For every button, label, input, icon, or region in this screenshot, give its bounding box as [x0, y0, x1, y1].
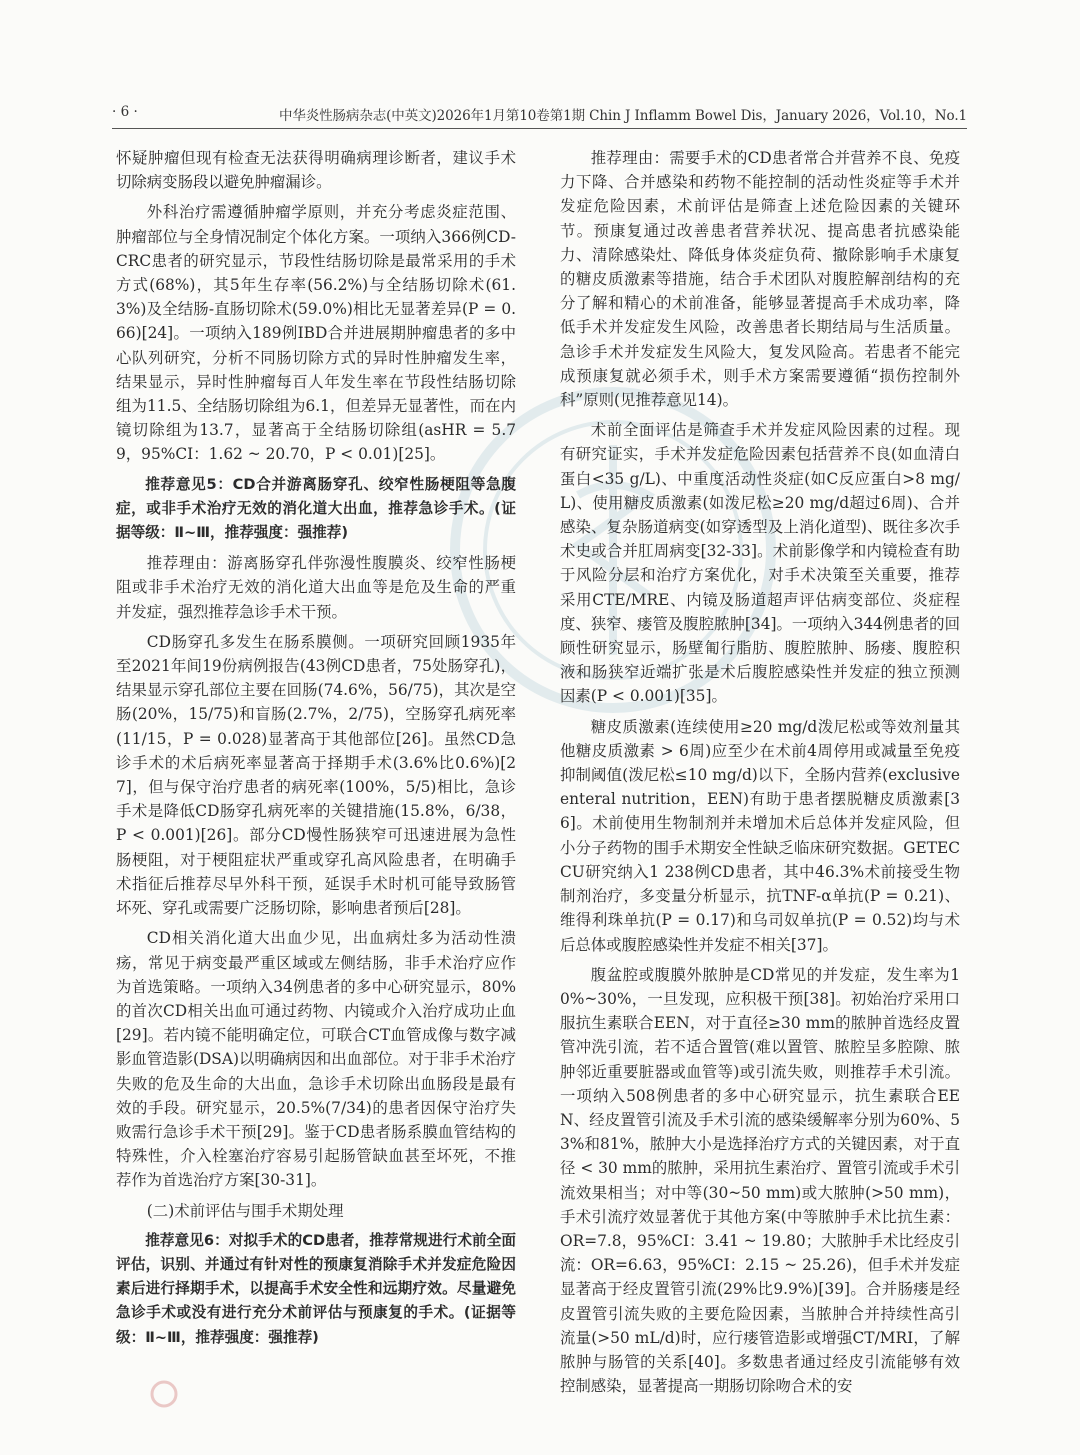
body-paragraph: 推荐理由：游离肠穿孔伴弥漫性腹膜炎、绞窄性肠梗阻或非手术治疗无效的消化道大出血等是危及生命的严重并发症，强烈推荐急诊手术干预。: [116, 554, 516, 621]
left-column: [116, 146, 516, 1356]
publisher-emblem-icon: [150, 1380, 178, 1408]
right-column: [560, 146, 960, 1404]
recommendation-paragraph: 推荐意见6：对拟手术的CD患者，推荐常规进行术前全面评估，识别、并通过有针对性的预康复消除手术并发症危险因素后进行择期手术，以提高手术安全性和远期疗效。尽量避免急诊手术或没有进行充分术前评估与预康复的手术。(证据等级：Ⅱ~Ⅲ，推荐强度：强推荐): [116, 1231, 516, 1346]
running-header: [112, 104, 967, 126]
journal-citation: 中华炎性肠病杂志(中英文)2026年1月第10卷第1期 Chin J Inflamm Bowel Dis，January 2026，Vol.10，No.1: [278, 108, 967, 124]
body-paragraph: 糖皮质激素(连续使用≥20 mg/d泼尼松或等效剂量其他糖皮质激素 > 6周)应至少在术前4周停用或减量至免疫抑制阈值(泼尼松≤10 mg/d)以下，全肠内营养(exclusive enteral nutrition，EEN)有助于患者摆脱糖皮质激素[36]。术前使用生物制剂并未增加术后总体并发症风险，但小分子药物的围手术期安全性缺乏临床研究数据。GETECCU研究纳入1 238例CD患者，其中46.3%术前接受生物制剂治疗，多变量分析显示，抗TNF-α单抗(P = 0.21)、维得利珠单抗(P = 0.17)和乌司奴单抗(P = 0.52)均与术后总体或腹腔感染性并发症不相关[37]。: [560, 717, 960, 954]
body-paragraph: CD肠穿孔多发生在肠系膜侧。一项研究回顾1935年至2021年间19份病例报告(43例CD患者，75处肠穿孔)，结果显示穿孔部位主要在回肠(74.6%，56/75)，其次是空肠(20%，15/75)和盲肠(2.7%，2/75)，空肠穿孔病死率(11/15，P = 0.028)显著高于其他部位[26]。虽然CD急诊手术的术后病死率显著高于择期手术(3.6%比0.6%)[27]，但与保守治疗患者的病死率(100%，5/5)相比，急诊手术是降低CD肠穿孔病死率的关键措施(15.8%，6/38，P < 0.001)[26]。部分CD慢性肠狭窄可迅速进展为急性肠梗阻，对于梗阻症状严重或穿孔高风险患者，在明确手术指征后推荐尽早外科干预，延误手术时机可能导致肠管坏死、穿孔或需要广泛肠切除，影响患者预后[28]。: [116, 632, 516, 918]
publisher-logo: [150, 1380, 178, 1408]
header-rule: [112, 128, 967, 129]
body-paragraph: 术前全面评估是筛查手术并发症风险因素的过程。现有研究证实，手术并发症危险因素包括营养不良(如血清白蛋白<35 g/L)、中重度活动性炎症(如C反应蛋白>8 mg/L)、使用糖皮质激素(如泼尼松≥20 mg/d超过6周)、合并感染、复杂肠道病变(如穿透型及上消化道型)、既往多次手术史或合并肛周病变[32-33]。术前影像学和内镜检查有助于风险分层和治疗方案优化，对手术决策至关重要，推荐采用CTE/MRE、内镜及肠道超声评估病变部位、炎症程度、狭窄、瘘管及腹腔脓肿[34]。一项纳入344例患者的回顾性研究显示，肠壁匍行脂肪、腹腔脓肿、肠瘘、腹腔积液和肠狭窄近端扩张是术后腹腔感染性并发症的独立预测因素(P < 0.001)[35]。: [560, 421, 960, 706]
body-paragraph: 怀疑肿瘤但现有检查无法获得明确病理诊断者，建议手术切除病变肠段以避免肿瘤漏诊。: [116, 149, 516, 192]
body-paragraph: 推荐理由：需要手术的CD患者常合并营养不良、免疫力下降、合并感染和药物不能控制的活动性炎症等手术并发症危险因素，术前评估是筛查上述危险因素的关键环节。预康复通过改善患者营养状况、提高患者抗感染能力、清除感染灶、降低身体炎症负荷、撤除影响手术康复的糖皮质激素等措施，结合手术团队对腹腔解剖结构的充分了解和精心的术前准备，能够显著提高手术成功率，降低手术并发症发生风险，改善患者长期结局与生活质量。急诊手术并发症发生风险大，复发风险高。若患者不能完成预康复就必须手术，则手术方案需要遵循“损伤控制外科”原则(见推荐意见14)。: [560, 149, 960, 410]
section-subheading: (二)术前评估与围手术期处理: [146, 1201, 344, 1220]
recommendation-paragraph: 推荐意见5：CD合并游离肠穿孔、绞窄性肠梗阻等急腹症，或非手术治疗无效的消化道大出血，推荐急诊手术。(证据等级：Ⅱ~Ⅲ，推荐强度：强推荐): [116, 475, 516, 542]
page-number: · 6 ·: [112, 104, 138, 120]
body-paragraph: 外科治疗需遵循肿瘤学原则，并充分考虑炎症范围、肿瘤部位与全身情况制定个体化方案。一项纳入366例CD-CRC患者的研究显示，节段性结肠切除是最常采用的手术方式(68%)，其5年生存率(56.2%)与全结肠切除术(61.3%)及全结肠-直肠切除术(59.0%)相比无显著差异(P = 0.66)[24]。一项纳入189例IBD合并进展期肿瘤患者的多中心队列研究，分析不同肠切除方式的异时性肿瘤发生率，结果显示，异时性肿瘤每百人年发生率在节段性结肠切除组为11.5、全结肠切除组为6.1，但差异无显著性，而在内镜切除组为13.7，显著高于全结肠切除组(asHR = 5.79，95%CI：1.62 ~ 20.70，P < 0.01)[25]。: [116, 203, 516, 464]
body-paragraph: CD相关消化道大出血少见，出血病灶多为活动性溃疡，常见于病变最严重区域或左侧结肠，非手术治疗应作为首选策略。一项纳入34例患者的多中心研究显示，80%的首次CD相关出血可通过药物、内镜或介入治疗成功止血[29]。若内镜不能明确定位，可联合CT血管成像与数字减影血管造影(DSA)以明确病因和出血部位。对于非手术治疗失败的危及生命的大出血，急诊手术切除出血肠段是最有效的手段。研究显示，20.5%(7/34)的患者因保守治疗失败需行急诊手术干预[29]。鉴于CD患者肠系膜血管结构的特殊性，介入栓塞治疗容易引起肠管缺血甚至坏死，不推荐作为首选治疗方案[30-31]。: [116, 929, 516, 1190]
body-paragraph: 腹盆腔或腹膜外脓肿是CD常见的并发症，发生率为10%~30%，一旦发现，应积极干预[38]。初始治疗采用口服抗生素联合EEN，对于直径≥30 mm的脓肿首选经皮置管冲洗引流，若不适合置管(难以置管、脓腔呈多腔隙、脓肿邻近重要脏器或血管等)或引流失败，则推荐手术引流。一项纳入508例患者的多中心研究显示，抗生素联合EEN、经皮置管引流及手术引流的感染缓解率分别为60%、53%和81%，脓肿大小是选择治疗方式的关键因素，对于直径 < 30 mm的脓肿，采用抗生素治疗、置管引流或手术引流效果相当；对中等(30~50 mm)或大脓肿(>50 mm)，手术引流疗效显著优于其他方案(中等脓肿手术比抗生素：OR=7.8，95%CI：3.41 ~ 19.80；大脓肿手术比经皮引流：OR=6.63，95%CI：2.15 ~ 25.26)，但手术并发症显著高于经皮置管引流(29%比9.9%)[39]。合并肠瘘是经皮置管引流失败的主要危险因素，当脓肿合并持续性高引流量(>50 mL/d)时，应行瘘管造影或增强CT/MRI，了解脓肿与肠管的关系[40]。多数患者通过经皮引流能够有效控制感染，显著提高一期肠切除吻合术的安: [560, 965, 960, 1396]
